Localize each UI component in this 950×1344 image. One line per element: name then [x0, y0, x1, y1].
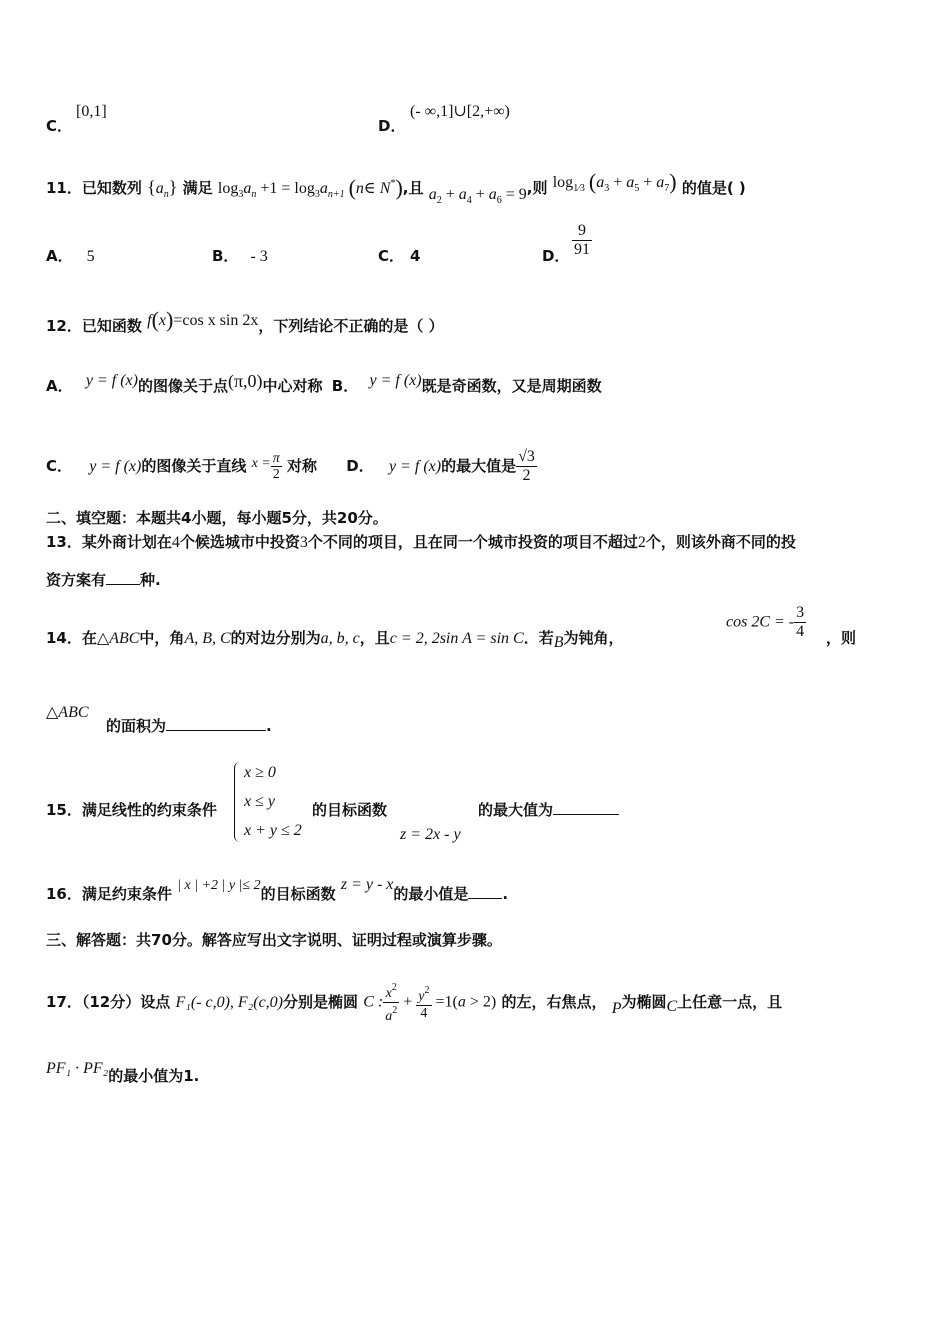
q11-option-c: C． 4 — [378, 247, 421, 265]
q10-option-d-value: (- ∞,1]∪[2,+∞) — [410, 103, 510, 120]
q15-constraint-1: x ≥ 0 — [244, 764, 276, 781]
q13-line2: 资方案有 种. — [46, 571, 161, 589]
q15-constraint-2: x ≤ y — [244, 793, 275, 810]
q15-stem: 15．满足线性的约束条件 — [46, 801, 217, 819]
q14-cos-condition: cos 2C = - $\frac{3}{4}$ — [726, 604, 805, 640]
q10-option-d: D． — [378, 117, 406, 135]
constraint-brace — [234, 762, 243, 842]
section-3-title: 三、解答题：共70分。解答应写出文字说明、证明过程或演算步骤。 — [46, 931, 502, 949]
q15-target-label: 的目标函数 — [312, 801, 388, 819]
q10-option-c-value: [0,1] — [76, 103, 107, 120]
q11-option-a: A． 5 — [46, 247, 95, 265]
q11-option-d-fraction: $\frac{9}{91}$ — [574, 222, 590, 258]
q14-line1: 14．在△ABC中，角A, B, C的对边分别为a, b, c，且c = 2, 2sin A = sin C．若B为钝角， — [46, 629, 624, 651]
q11-option-d: D． — [542, 247, 570, 265]
q12-option-a: A． y = f (x)的图像关于点(π,0)中心对称 B． y = f (x)既是奇函数，又是周期函数 — [46, 371, 602, 395]
q15-constraint-3: x + y ≤ 2 — [244, 822, 302, 839]
q10-option-c: C． — [46, 117, 73, 135]
q17-line2: PF₁ · PF₂的最小值为1. — [46, 1060, 200, 1085]
q11-stem: 11．已知数列 $\{a_n\}$ 满足 $\log_3a_n +1 = \log_3a_{n+1}$ (n∈ N*),且 $a_2 + a_4 + a_6 = 9$,则 $\log_{1⁄3} (a_3 + a_5 + a_7)$ 的值是( ) — [46, 169, 746, 206]
answer-blank[interactable] — [553, 800, 619, 815]
q14-line2: 的面积为 . — [106, 717, 272, 735]
q16-stem: 16．满足约束条件 | x | +2 | y |≤ 2的目标函数 z = y - x的最小值是 . — [46, 876, 509, 903]
q12-stem: 12．已知函数 f(x)=cos x sin 2x，下列结论不正确的是（ ） — [46, 307, 444, 335]
answer-blank[interactable] — [166, 716, 266, 731]
q11-option-b: B． - 3 — [212, 247, 268, 265]
q13-line1: 13．某外商计划在4个候选城市中投资3个不同的项目，且在同一个城市投资的项目不超过2个，则该外商不同的投 — [46, 533, 796, 551]
q15-answer: 的最大值为 — [478, 800, 619, 820]
q14-triangle: △ABC — [46, 704, 89, 721]
answer-blank[interactable] — [468, 884, 502, 899]
q17-stem: 17．（12分）设点 F₁(- c,0), F₂(c,0)分别是椭圆 C : $\frac{x^2}{a^2}$ + $\frac{y^2}{4}$ =1(a > 2) 的左，右焦点， P为椭圆C上任意一点，且 — [46, 982, 783, 1024]
answer-blank[interactable] — [106, 570, 140, 585]
q14-then: ，则 — [826, 629, 857, 647]
section-2-title: 二、填空题：本题共4小题，每小题5分，共20分。 — [46, 509, 388, 527]
q15-target-function: z = 2x - y — [400, 826, 461, 843]
q12-option-c: C． y = f (x)的图像关于直线 x = $\frac{\pi}{2}$ 对称 D． y = f (x)的最大值是 $\frac{√3}{2}$ — [46, 448, 535, 484]
